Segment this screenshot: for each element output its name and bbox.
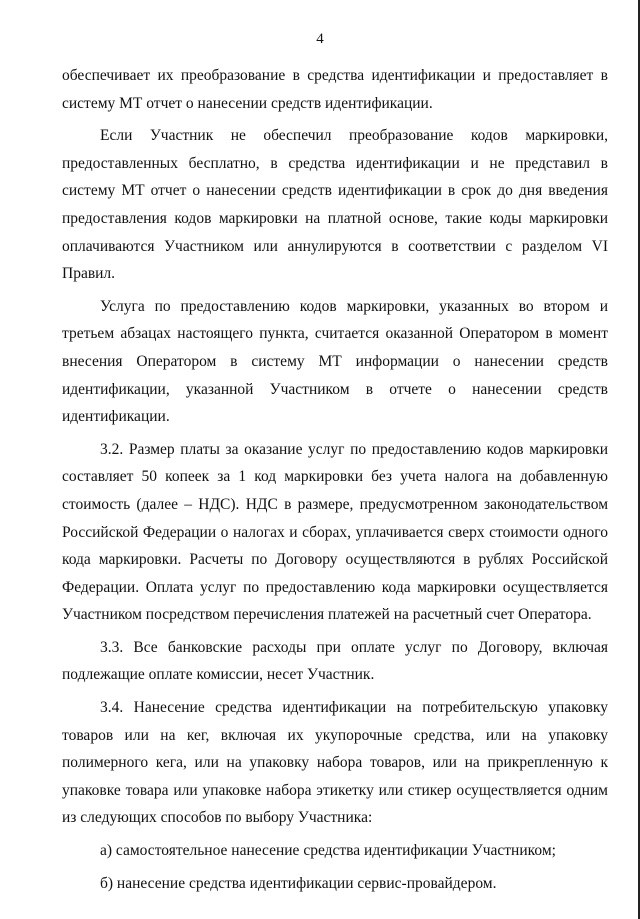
page-number: 4 [316,31,324,47]
paragraph-3-3-bank-fees: 3.3. Все банковские расходы при оплате услуг по Договору, включая подлежащие оплате комиссии, несет Участник. [62,638,608,684]
list-item-b: б) нанесение средства идентификации сервис-провайдером. [100,874,497,892]
document-body [62,62,608,897]
list-item-a: а) самостоятельное нанесение средства идентификации Участником; [100,842,556,860]
paragraph-continuation: обеспечивает их преобразование в средства идентификации и предоставляет в систему МТ отчет о нанесении средств идентификации. [62,67,608,112]
paragraph-3-2-fee: 3.2. Размер платы за оказание услуг по предоставлению кодов маркировки составляет 50 копеек за 1 код маркировки без учета налога на добавленную стоимость (далее – НДС). НДС в размере, предусмотренном законодательством Российской Федерации о налогах и сборах, уплачивается сверх стоимости одного кода маркировки. Расчеты по Договору осуществляются в рублях Российской Федерации. Оплата услуг по предоставлению кода маркировки осуществляется Участником посредством перечисления платежей на расчетный счет Оператора. [62,440,608,624]
paragraph-service-rendered: Услуга по предоставлению кодов маркировки, указанных во втором и третьем абзацах настоящего пункта, считается оказанной Оператором в момент внесения Оператором в систему МТ информации о нанесении средств идентификации, указанной Участником в отчете о нанесении средств идентификации. [62,297,608,426]
paragraph-3-4-application: 3.4. Нанесение средства идентификации на потребительскую упаковку товаров или на кег, включая их укупорочные средства, или на упаковку полимерного кега, или на упаковку набора товаров, или на прикрепленную к упаковке товара или упаковке набора этикетку или стикер осуществляется одним из следующих способов по выбору Участника: [62,699,608,827]
paragraph-unpaid-codes: Если Участник не обеспечил преобразование кодов маркировки, предоставленных бесплатно, в средства идентификации и не представил в систему МТ отчет о нанесении средств идентификации в срок до дня введения предоставления кодов маркировки на платной основе, такие коды маркировки оплачиваются Участником или аннулируются в соответствии с разделом VI Правил. [62,127,608,283]
